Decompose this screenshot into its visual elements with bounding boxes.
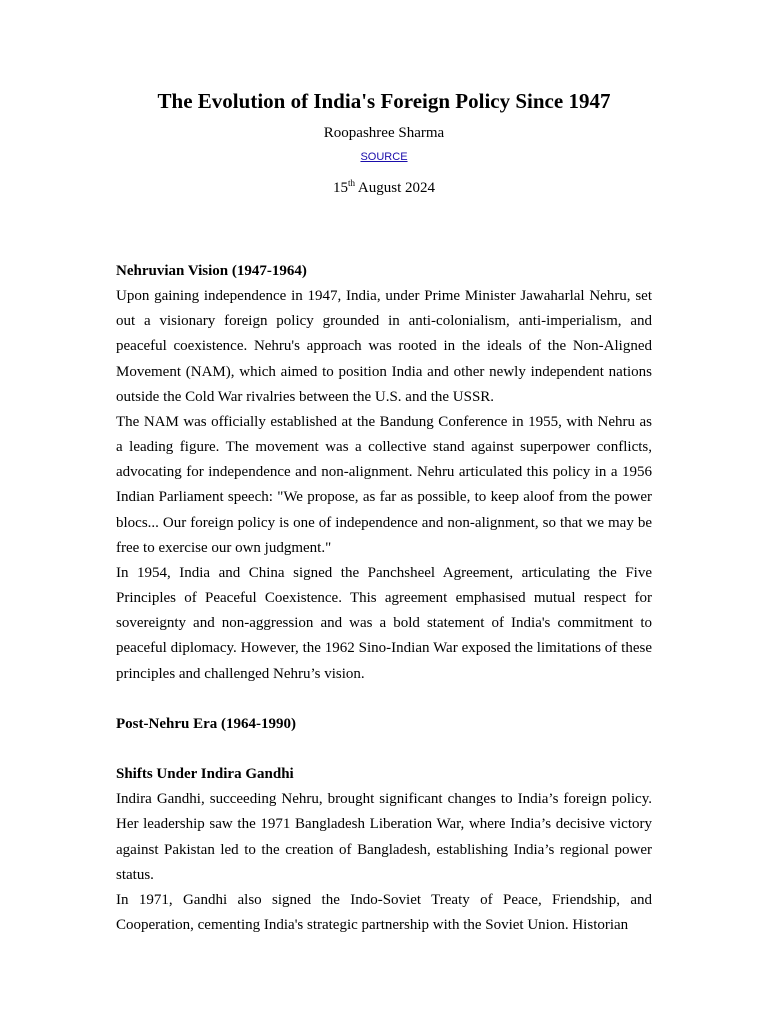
section-heading-indira: Shifts Under Indira Gandhi <box>116 766 294 783</box>
date-day: 15 <box>332 180 348 196</box>
section-heading-nehruvian: Nehruvian Vision (1947-1964) <box>116 263 307 279</box>
document-title: The Evolution of India's Foreign Policy Since 1947 <box>157 89 611 113</box>
paragraph: In 1971, Gandhi also signed the Indo-Soviet Treaty of Peace, Friendship, and Cooperation, cementing India's strategic partnership with the Soviet Union. Historian <box>116 891 652 934</box>
source-link[interactable]: SOURCE <box>360 151 408 163</box>
paragraph: Indira Gandhi, succeeding Nehru, brought significant changes to India’s foreign policy. Her leadership saw the 1971 Bangladesh Liberation War, where India’s decisive victory against Pakistan led to the creation of Bangladesh, establishing India’s regional power status. <box>116 791 652 883</box>
spacer <box>116 737 652 762</box>
source-line <box>0 150 768 164</box>
document-body <box>116 259 652 938</box>
paragraph: In 1954, India and China signed the Panchsheel Agreement, articulating the Five Principles of Peaceful Coexistence. This agreement emphasised mutual respect for sovereignty and non-aggression and was a bold statement of India's commitment to peaceful diplomacy. However, the 1962 Sino-Indian War exposed the limitations of these principles and challenged Nehru’s vision. <box>116 564 652 682</box>
section-heading-post-nehru: Post-Nehru Era (1964-1990) <box>116 715 296 732</box>
author-name: Roopashree Sharma <box>323 125 445 141</box>
date-suffix: th <box>347 178 355 188</box>
paragraph: The NAM was officially established at the Bandung Conference in 1955, with Nehru as a leading figure. The movement was a collective stand against superpower conflicts, advocating for independence and non-alignment. Nehru articulated this policy in a 1956 Indian Parliament speech: "We propose, as far as possible, to keep aloof from the power blocs... Our foreign policy is one of independence and non-alignment, so that we may be free to exercise our own judgment." <box>116 413 652 556</box>
spacer <box>116 687 652 712</box>
date-month-year: August 2024 <box>355 180 436 196</box>
publication-date <box>0 179 768 197</box>
paragraph: Upon gaining independence in 1947, India, under Prime Minister Jawaharlal Nehru, set out a visionary foreign policy grounded in anti-colonialism, anti-imperialism, and peaceful coexistence. Nehru's approach was rooted in the ideals of the Non-Aligned Movement (NAM), which aimed to position India and other newly independent nations outside the Cold War rivalries between the U.S. and the USSR. <box>116 288 652 405</box>
